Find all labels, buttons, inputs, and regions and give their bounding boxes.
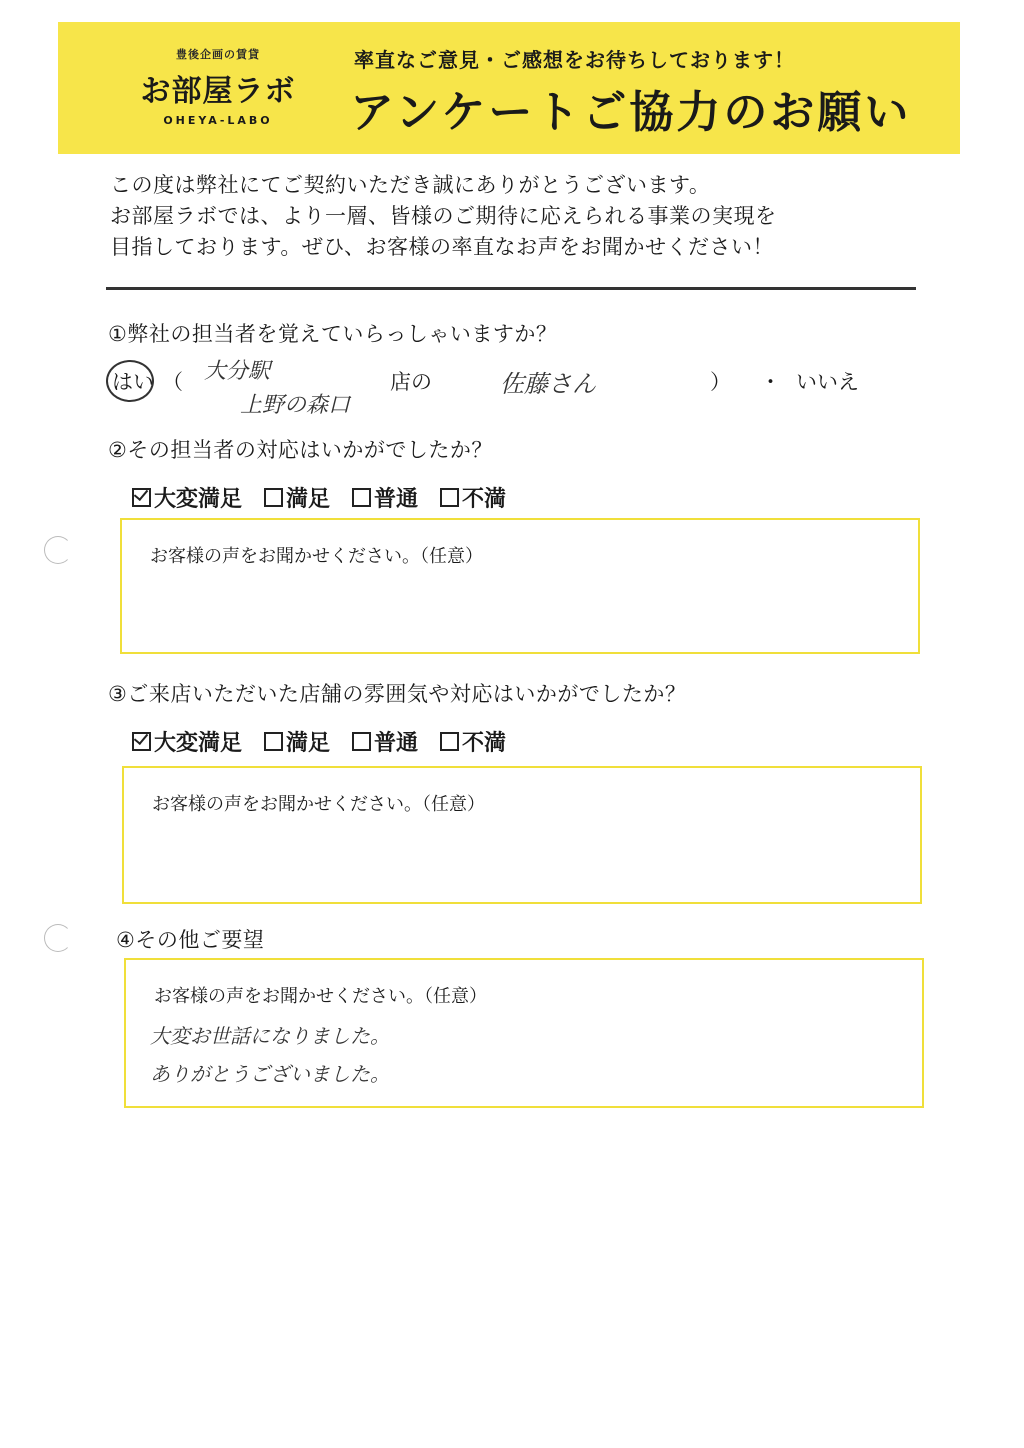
circle-mark (106, 360, 154, 402)
comment-label: お客様の声をお聞かせください。（任意） (152, 794, 485, 815)
store-handwritten-line2: 上野の森口 (240, 393, 351, 418)
logo-roman: OHEYA-LABO (163, 114, 273, 127)
intro-text (110, 170, 930, 263)
q3-rating-options (132, 726, 528, 757)
question-1: ①弊社の担当者を覚えていらっしゃいますか？ (108, 322, 558, 346)
rating-dissatisfied[interactable]: 不満 (440, 482, 506, 513)
logo-tagline: 豊後企画の賃貸 (176, 48, 260, 61)
intro-line: お部屋ラボでは、より一層、皆様のご期待に応えられる事業の実現を (110, 204, 777, 228)
checkbox[interactable] (264, 732, 283, 751)
handwritten-comment-line2: ありがとうございました。 (150, 1062, 390, 1086)
checkbox[interactable] (352, 488, 371, 507)
checkbox-checked[interactable] (132, 732, 151, 751)
comment-label: お客様の声をお聞かせください。（任意） (150, 546, 483, 567)
rating-satisfied[interactable]: 満足 (264, 482, 330, 513)
logo-name: お部屋ラボ (140, 74, 296, 109)
rating-satisfied[interactable]: 満足 (264, 726, 330, 757)
divider (106, 287, 916, 290)
survey-header (58, 22, 960, 154)
rating-very-satisfied[interactable]: 大変満足 (132, 482, 242, 513)
header-subtitle: 率直なご意見・ご感想をお待ちしております！ (354, 48, 795, 72)
intro-line: 目指しております。ぜひ、お客様の率直なお声をお聞かせください！ (110, 235, 774, 259)
checkbox[interactable] (440, 732, 459, 751)
q2-rating-options (132, 482, 528, 513)
oheya-labo-logo (118, 46, 318, 136)
checkbox[interactable] (352, 732, 371, 751)
rating-dissatisfied[interactable]: 不満 (440, 726, 506, 757)
intro-line: この度は弊社にてご契約いただき誠にありがとうございます。 (110, 173, 711, 197)
yes-option[interactable]: はい (112, 366, 154, 396)
rating-neutral[interactable]: 普通 (352, 726, 418, 757)
rating-neutral[interactable]: 普通 (352, 482, 418, 513)
question-2: ②その担当者の対応はいかがでしたか？ (108, 438, 493, 462)
q2-comment-box[interactable] (120, 518, 920, 654)
checkbox[interactable] (440, 488, 459, 507)
checkbox[interactable] (264, 488, 283, 507)
header-title: アンケートご協力のお願い (350, 87, 912, 138)
rating-very-satisfied[interactable]: 大変満足 (132, 726, 242, 757)
handwritten-comment-line1: 大変お世話になりました。 (150, 1024, 390, 1048)
store-handwritten-line1: 大分駅 (204, 359, 271, 384)
close-paren: ） (710, 370, 731, 394)
q3-comment-box[interactable] (122, 766, 922, 904)
question-4: ④その他ご要望 (116, 928, 265, 952)
q1-answer-row (112, 360, 912, 420)
no-option[interactable]: いいえ (796, 370, 859, 394)
staff-handwritten: 佐藤さん (500, 370, 596, 398)
store-suffix: 店の (390, 370, 432, 394)
comment-label: お客様の声をお聞かせください。（任意） (154, 986, 487, 1007)
q4-comment-box[interactable] (124, 958, 924, 1108)
punch-hole-mark (44, 924, 72, 952)
punch-hole-mark (44, 536, 72, 564)
open-paren: （ (162, 370, 183, 394)
question-3: ③ご来店いただいた店舗の雰囲気や対応はいかがでしたか？ (108, 682, 687, 706)
checkbox-checked[interactable] (132, 488, 151, 507)
separator: ・ (760, 370, 781, 394)
